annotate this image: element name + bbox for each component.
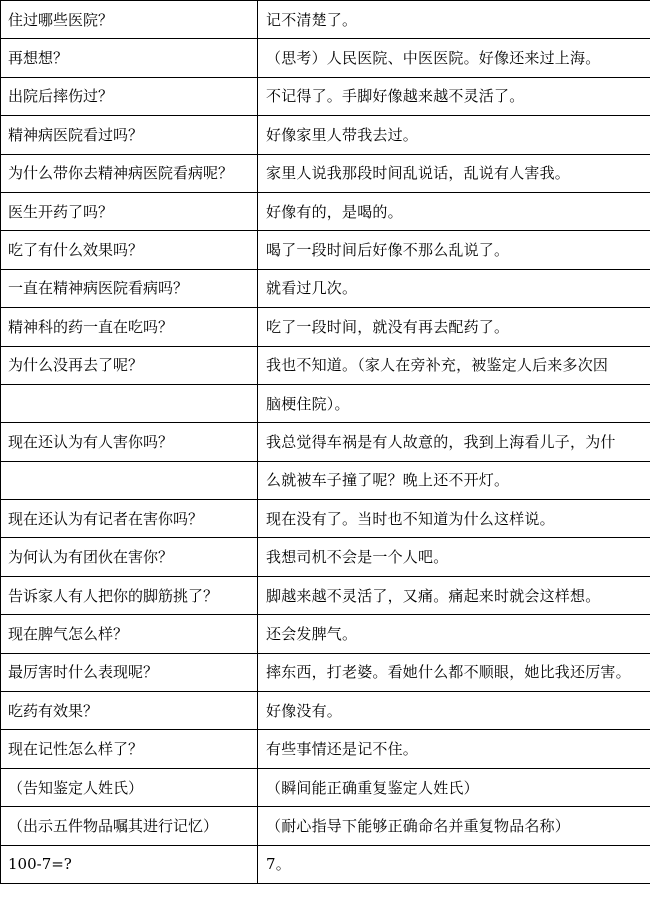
answer-cell: 家里人说我那段时间乱说话，乱说有人害我。 [258, 154, 650, 192]
question-cell: （出示五件物品嘱其进行记忆） [1, 807, 258, 845]
answer-cell: 好像有的，是喝的。 [258, 192, 650, 230]
answer-cell: 记不清楚了。 [258, 1, 650, 39]
question-cell: 再想想？ [1, 39, 258, 77]
table-row [1, 154, 650, 192]
question-cell: （告知鉴定人姓氏） [1, 768, 258, 806]
table-row [1, 615, 650, 653]
table-row [1, 576, 650, 614]
answer-cell: 就看过几次。 [258, 269, 650, 307]
question-cell [1, 461, 258, 499]
answer-cell: 喝了一段时间后好像不那么乱说了。 [258, 231, 650, 269]
table-row [1, 269, 650, 307]
answer-cell: 我总觉得车祸是有人故意的，我到上海看儿子，为什 [258, 423, 650, 461]
table-row [1, 845, 650, 883]
answer-cell: （瞬间能正确重复鉴定人姓氏） [258, 768, 650, 806]
table-row [1, 1, 650, 39]
table-row [1, 116, 650, 154]
question-cell: 一直在精神病医院看病吗？ [1, 269, 258, 307]
question-cell: 为什么没再去了呢？ [1, 346, 258, 384]
table-row [1, 39, 650, 77]
table-row [1, 538, 650, 576]
answer-cell: 吃了一段时间，就没有再去配药了。 [258, 308, 650, 346]
question-cell: 出院后摔伤过？ [1, 77, 258, 115]
question-cell: 精神病医院看过吗？ [1, 116, 258, 154]
table-row [1, 308, 650, 346]
answer-cell: （思考）人民医院、中医医院。好像还来过上海。 [258, 39, 650, 77]
table-row [1, 192, 650, 230]
answer-cell: 我也不知道。（家人在旁补充，被鉴定人后来多次因 [258, 346, 650, 384]
answer-cell: 好像家里人带我去过。 [258, 116, 650, 154]
table-row [1, 692, 650, 730]
table-row [1, 231, 650, 269]
question-cell: 现在还认为有人害你吗？ [1, 423, 258, 461]
answer-cell: 现在没有了。当时也不知道为什么这样说。 [258, 500, 650, 538]
table-row [1, 346, 650, 384]
question-cell: 为什么带你去精神病医院看病呢？ [1, 154, 258, 192]
question-cell: 现在记性怎么样了？ [1, 730, 258, 768]
question-cell [1, 384, 258, 422]
table-row [1, 384, 650, 422]
answer-cell: 好像没有。 [258, 692, 650, 730]
table-row [1, 77, 650, 115]
table-row [1, 653, 650, 691]
question-cell: 告诉家人有人把你的脚筋挑了？ [1, 576, 258, 614]
answer-cell: 脑梗住院）。 [258, 384, 650, 422]
table-row [1, 423, 650, 461]
answer-cell: 脚越来越不灵活了，又痛。痛起来时就会这样想。 [258, 576, 650, 614]
table-row [1, 768, 650, 806]
answer-cell: 么就被车子撞了呢？晚上还不开灯。 [258, 461, 650, 499]
question-cell: 吃了有什么效果吗？ [1, 231, 258, 269]
answer-cell: 7。 [258, 845, 650, 883]
answer-cell: 摔东西，打老婆。看她什么都不顺眼，她比我还厉害。 [258, 653, 650, 691]
answer-cell: 不记得了。手脚好像越来越不灵活了。 [258, 77, 650, 115]
question-cell: 最厉害时什么表现呢？ [1, 653, 258, 691]
question-cell: 吃药有效果？ [1, 692, 258, 730]
answer-cell: 我想司机不会是一个人吧。 [258, 538, 650, 576]
question-cell: 为何认为有团伙在害你？ [1, 538, 258, 576]
table-row [1, 500, 650, 538]
question-cell: 精神科的药一直在吃吗？ [1, 308, 258, 346]
question-cell: 100-7=? [1, 845, 258, 883]
answer-cell: 有些事情还是记不住。 [258, 730, 650, 768]
question-cell: 医生开药了吗？ [1, 192, 258, 230]
table-row [1, 807, 650, 845]
question-cell: 现在还认为有记者在害你吗？ [1, 500, 258, 538]
table-row [1, 730, 650, 768]
answer-cell: 还会发脾气。 [258, 615, 650, 653]
table-row [1, 461, 650, 499]
question-cell: 住过哪些医院？ [1, 1, 258, 39]
answer-cell: （耐心指导下能够正确命名并重复物品名称） [258, 807, 650, 845]
question-cell: 现在脾气怎么样？ [1, 615, 258, 653]
